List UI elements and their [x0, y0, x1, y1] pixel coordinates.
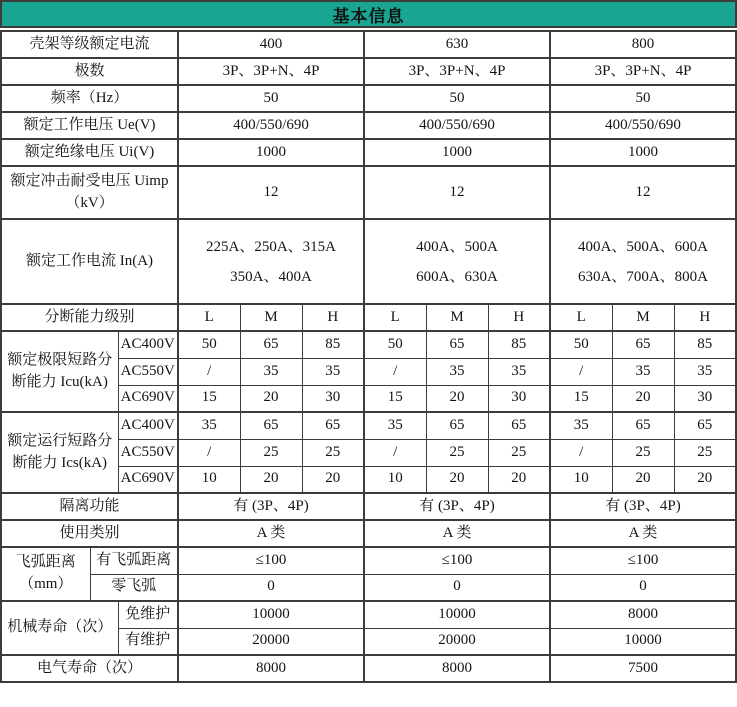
- value-cell: 7500: [550, 655, 736, 682]
- value-cell: 12: [364, 166, 550, 219]
- value-cell: 630: [364, 31, 550, 58]
- value-cell: 3P、3P+N、4P: [550, 58, 736, 85]
- in-values-line: 400A、500A: [416, 238, 498, 255]
- value-cell: 85: [674, 331, 736, 358]
- sub-label: 有飞弧距离: [90, 547, 178, 574]
- value-cell: 20: [488, 466, 550, 493]
- value-cell: 20: [240, 466, 302, 493]
- value-cell: 20: [240, 385, 302, 412]
- sub-label: 零飞弧: [90, 574, 178, 601]
- value-cell: 20: [426, 385, 488, 412]
- value-cell: [178, 219, 364, 304]
- value-cell: /: [550, 358, 612, 385]
- row-label-isolation: 隔离功能: [1, 493, 178, 520]
- value-cell: 35: [240, 358, 302, 385]
- row-label-mech-life: 机械寿命（次）: [1, 601, 118, 655]
- value-cell: 25: [488, 439, 550, 466]
- row-label-breaking-level: 分断能力级别: [1, 304, 178, 331]
- value-cell: 30: [488, 385, 550, 412]
- value-cell: 20000: [178, 628, 364, 655]
- value-cell: 25: [302, 439, 364, 466]
- sub-label: AC550V: [118, 358, 178, 385]
- value-cell: 有 (3P、4P): [550, 493, 736, 520]
- value-cell: 15: [364, 385, 426, 412]
- level-cell: L: [550, 304, 612, 331]
- value-cell: 65: [302, 412, 364, 439]
- sub-label: AC400V: [118, 331, 178, 358]
- value-cell: 10: [364, 466, 426, 493]
- level-cell: M: [612, 304, 674, 331]
- value-cell: 30: [674, 385, 736, 412]
- value-cell: 35: [674, 358, 736, 385]
- row-label-frequency: 频率（Hz）: [1, 85, 178, 112]
- value-cell: 3P、3P+N、4P: [364, 58, 550, 85]
- value-cell: 1000: [178, 139, 364, 166]
- sub-label: AC690V: [118, 466, 178, 493]
- value-cell: ≤100: [178, 547, 364, 574]
- value-cell: 400/550/690: [364, 112, 550, 139]
- value-cell: 65: [426, 331, 488, 358]
- row-arc-zero: [1, 574, 736, 601]
- value-cell: 65: [612, 412, 674, 439]
- value-cell: 400/550/690: [178, 112, 364, 139]
- value-cell: /: [178, 358, 240, 385]
- in-values-line: 350A、400A: [230, 268, 312, 285]
- sub-label: AC690V: [118, 385, 178, 412]
- row-elec-life: [1, 655, 736, 682]
- row-mech-free: [1, 601, 736, 628]
- value-cell: 400/550/690: [550, 112, 736, 139]
- value-cell: 20: [674, 466, 736, 493]
- value-cell: 400: [178, 31, 364, 58]
- level-cell: H: [488, 304, 550, 331]
- row-breaking-level: [1, 304, 736, 331]
- value-cell: ≤100: [550, 547, 736, 574]
- value-cell: 35: [426, 358, 488, 385]
- value-cell: 15: [178, 385, 240, 412]
- row-arc-with: [1, 547, 736, 574]
- value-cell: 20: [426, 466, 488, 493]
- row-label-in: 额定工作电流 In(A): [1, 219, 178, 304]
- table-title: 基本信息: [332, 6, 405, 26]
- in-values-line: 400A、500A、600A: [578, 238, 709, 255]
- value-cell: 85: [488, 331, 550, 358]
- value-cell: 1000: [364, 139, 550, 166]
- level-cell: L: [364, 304, 426, 331]
- row-usage-category: [1, 520, 736, 547]
- value-cell: /: [364, 439, 426, 466]
- row-ui-voltage: [1, 139, 736, 166]
- row-ue-voltage: [1, 112, 736, 139]
- value-cell: 12: [178, 166, 364, 219]
- row-frequency: [1, 85, 736, 112]
- row-label-usage: 使用类别: [1, 520, 178, 547]
- value-cell: A 类: [550, 520, 736, 547]
- row-ics-ac400v: [1, 412, 736, 439]
- row-icu-ac400v: [1, 331, 736, 358]
- sub-label: 免维护: [118, 601, 178, 628]
- value-cell: 20000: [364, 628, 550, 655]
- value-cell: /: [364, 358, 426, 385]
- value-cell: 50: [550, 85, 736, 112]
- value-cell: ≤100: [364, 547, 550, 574]
- row-label-ui: 额定绝缘电压 Ui(V): [1, 139, 178, 166]
- row-frame-current: [1, 31, 736, 58]
- value-cell: 20: [612, 385, 674, 412]
- sub-label: AC550V: [118, 439, 178, 466]
- value-cell: 1000: [550, 139, 736, 166]
- value-cell: 65: [612, 331, 674, 358]
- value-cell: 65: [240, 331, 302, 358]
- spec-table: [0, 30, 737, 683]
- value-cell: 25: [240, 439, 302, 466]
- row-label-icu: 额定极限短路分断能力 Icu(kA): [1, 331, 118, 412]
- value-cell: 20: [612, 466, 674, 493]
- value-cell: 85: [302, 331, 364, 358]
- value-cell: 0: [178, 574, 364, 601]
- row-in-current: [1, 219, 736, 304]
- row-label-ue: 额定工作电压 Ue(V): [1, 112, 178, 139]
- level-cell: H: [302, 304, 364, 331]
- value-cell: 25: [612, 439, 674, 466]
- level-cell: M: [426, 304, 488, 331]
- row-label-uimp: 额定冲击耐受电压 Uimp（kV）: [1, 166, 178, 219]
- value-cell: 10000: [364, 601, 550, 628]
- level-cell: M: [240, 304, 302, 331]
- sub-label: AC400V: [118, 412, 178, 439]
- row-uimp-voltage: [1, 166, 736, 219]
- value-cell: 有 (3P、4P): [178, 493, 364, 520]
- value-cell: 65: [674, 412, 736, 439]
- value-cell: [550, 219, 736, 304]
- in-values-line: 600A、630A: [416, 268, 498, 285]
- value-cell: 10000: [550, 628, 736, 655]
- value-cell: 0: [550, 574, 736, 601]
- value-cell: A 类: [178, 520, 364, 547]
- sub-label: 有维护: [118, 628, 178, 655]
- table-title-bar: [0, 0, 737, 28]
- value-cell: 10000: [178, 601, 364, 628]
- value-cell: [364, 219, 550, 304]
- value-cell: 35: [612, 358, 674, 385]
- value-cell: 8000: [550, 601, 736, 628]
- row-isolation: [1, 493, 736, 520]
- value-cell: 12: [550, 166, 736, 219]
- value-cell: 50: [550, 331, 612, 358]
- value-cell: 65: [488, 412, 550, 439]
- value-cell: 30: [302, 385, 364, 412]
- in-values-line: 225A、250A、315A: [206, 238, 337, 255]
- value-cell: 35: [364, 412, 426, 439]
- row-label-arc-distance: 飞弧距离（mm）: [1, 547, 90, 601]
- value-cell: 35: [550, 412, 612, 439]
- value-cell: 25: [674, 439, 736, 466]
- value-cell: 20: [302, 466, 364, 493]
- value-cell: 15: [550, 385, 612, 412]
- value-cell: 8000: [364, 655, 550, 682]
- value-cell: 50: [178, 85, 364, 112]
- level-cell: H: [674, 304, 736, 331]
- value-cell: 有 (3P、4P): [364, 493, 550, 520]
- row-poles: [1, 58, 736, 85]
- value-cell: 35: [302, 358, 364, 385]
- value-cell: 50: [364, 331, 426, 358]
- row-label-ics: 额定运行短路分断能力 Ics(kA): [1, 412, 118, 493]
- value-cell: 8000: [178, 655, 364, 682]
- value-cell: 3P、3P+N、4P: [178, 58, 364, 85]
- value-cell: 10: [178, 466, 240, 493]
- in-values-line: 630A、700A、800A: [578, 268, 709, 285]
- value-cell: 50: [178, 331, 240, 358]
- row-label-frame-current: 壳架等级额定电流: [1, 31, 178, 58]
- value-cell: 10: [550, 466, 612, 493]
- value-cell: 65: [426, 412, 488, 439]
- value-cell: 0: [364, 574, 550, 601]
- value-cell: 65: [240, 412, 302, 439]
- value-cell: /: [550, 439, 612, 466]
- value-cell: 800: [550, 31, 736, 58]
- value-cell: 25: [426, 439, 488, 466]
- value-cell: /: [178, 439, 240, 466]
- value-cell: A 类: [364, 520, 550, 547]
- value-cell: 35: [178, 412, 240, 439]
- row-label-poles: 极数: [1, 58, 178, 85]
- level-cell: L: [178, 304, 240, 331]
- value-cell: 35: [488, 358, 550, 385]
- value-cell: 50: [364, 85, 550, 112]
- row-label-elec-life: 电气寿命（次）: [1, 655, 178, 682]
